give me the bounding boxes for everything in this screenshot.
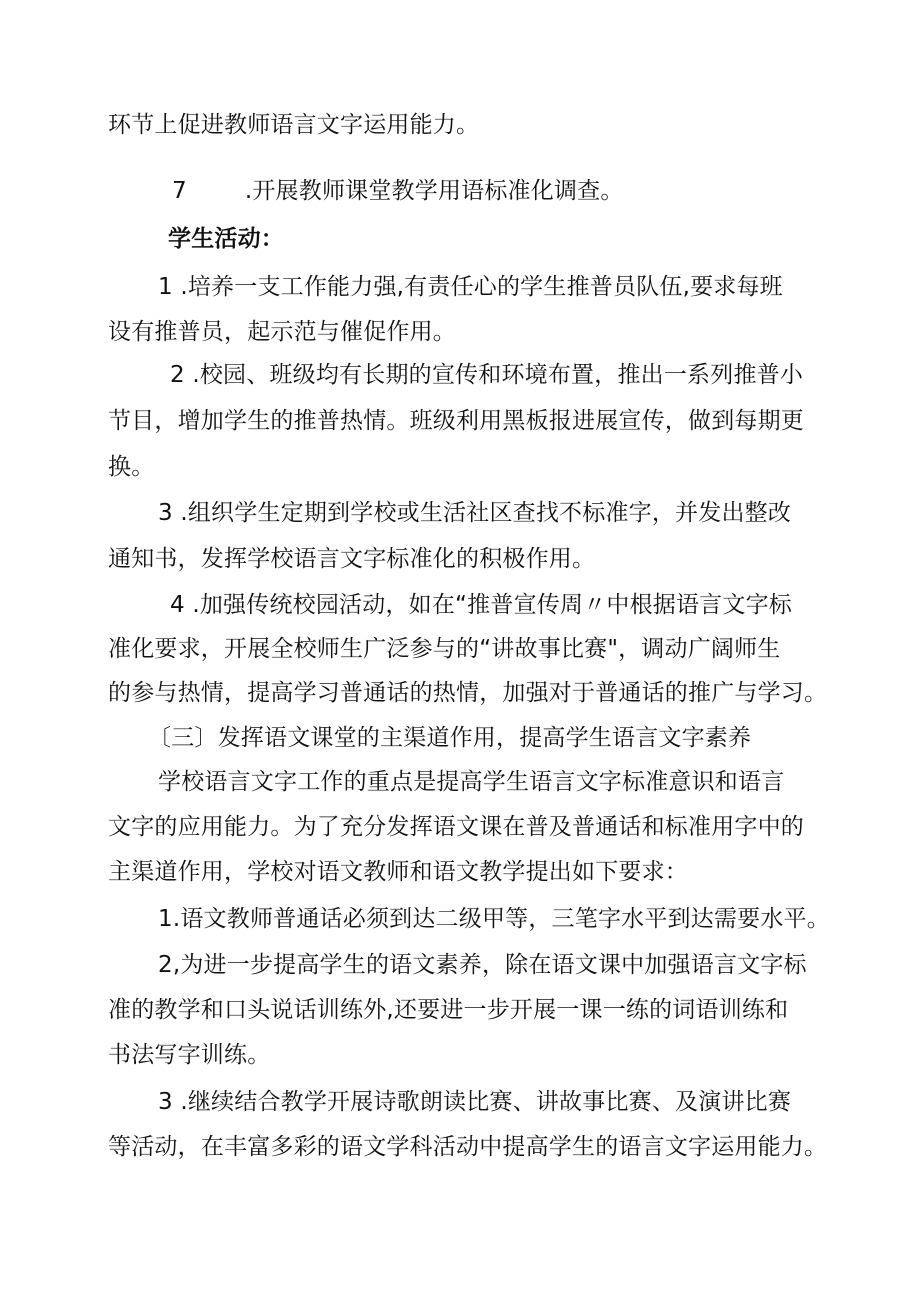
text-line: 换。 xyxy=(108,454,155,480)
text-line: 3 .继续结合教学开展诗歌朗读比赛、讲故事比赛、及演讲比赛 xyxy=(158,1089,792,1115)
text-line: 节目，增加学生的推普热情。班级利用黑板报进展宣传，做到每期更 xyxy=(108,408,804,434)
item-text: .开展教师课堂教学用语标准化调查。 xyxy=(244,178,624,204)
text-line: 3 .组织学生定期到学校或生活社区查找不标准字，并发出整改 xyxy=(158,500,792,526)
text-line: 主渠道作用，学校对语文教师和语文教学提出如下要求： xyxy=(108,859,688,885)
text-line: 1.语文教师普通话必须到达二级甲等，三笔字水平到达需要水平。 xyxy=(158,906,830,932)
list-item xyxy=(172,176,624,206)
section-heading: 〔三〕发挥语文课堂的主渠道作用，提高学生语言文字素养 xyxy=(148,725,752,751)
text-line: 的参与热情，提高学习普通话的热情，加强对于普通话的推广与学习。 xyxy=(108,680,828,706)
text-line: 设有推普员，起示范与催促作用。 xyxy=(108,319,456,345)
text-line: 准化要求，开展全校师生广泛参与的“讲故事比赛"，调动广阔师生 xyxy=(108,636,781,662)
text-line: 2,为进一步提高学生的语文素养，除在语文课中加强语言文字标 xyxy=(158,952,807,978)
text-line: 书法写字训练。 xyxy=(108,1042,271,1068)
text-line: 等活动，在丰富多彩的语文学科活动中提高学生的语言文字运用能力。 xyxy=(108,1134,828,1160)
text-line: 2 .校园、班级均有长期的宣传和环境布置，推出一系列推普小 xyxy=(170,362,804,388)
text-line: 准的教学和口头说话训练外,还要进一步开展一课一练的词语训练和 xyxy=(108,997,789,1023)
text-line: 文字的应用能力。为了充分发挥语文课在普及普通话和标准用字中的 xyxy=(108,814,804,840)
section-heading: 学生活动： xyxy=(168,226,284,252)
text-line: 通知书，发挥学校语言文字标准化的积极作用。 xyxy=(108,546,596,572)
item-number: 7 xyxy=(172,178,187,204)
text-line: 学校语言文字工作的重点是提高学生语言文字标准意识和语言 xyxy=(158,769,785,795)
text-line: 环节上促进教师语言文字运用能力。 xyxy=(108,112,480,138)
text-line: 1 .培养一支工作能力强,有责任心的学生推普员队伍,要求每班 xyxy=(158,274,783,300)
text-line: 4 .加强传统校园活动，如在“推普宣传周〃中根据语言文字标 xyxy=(170,592,792,618)
